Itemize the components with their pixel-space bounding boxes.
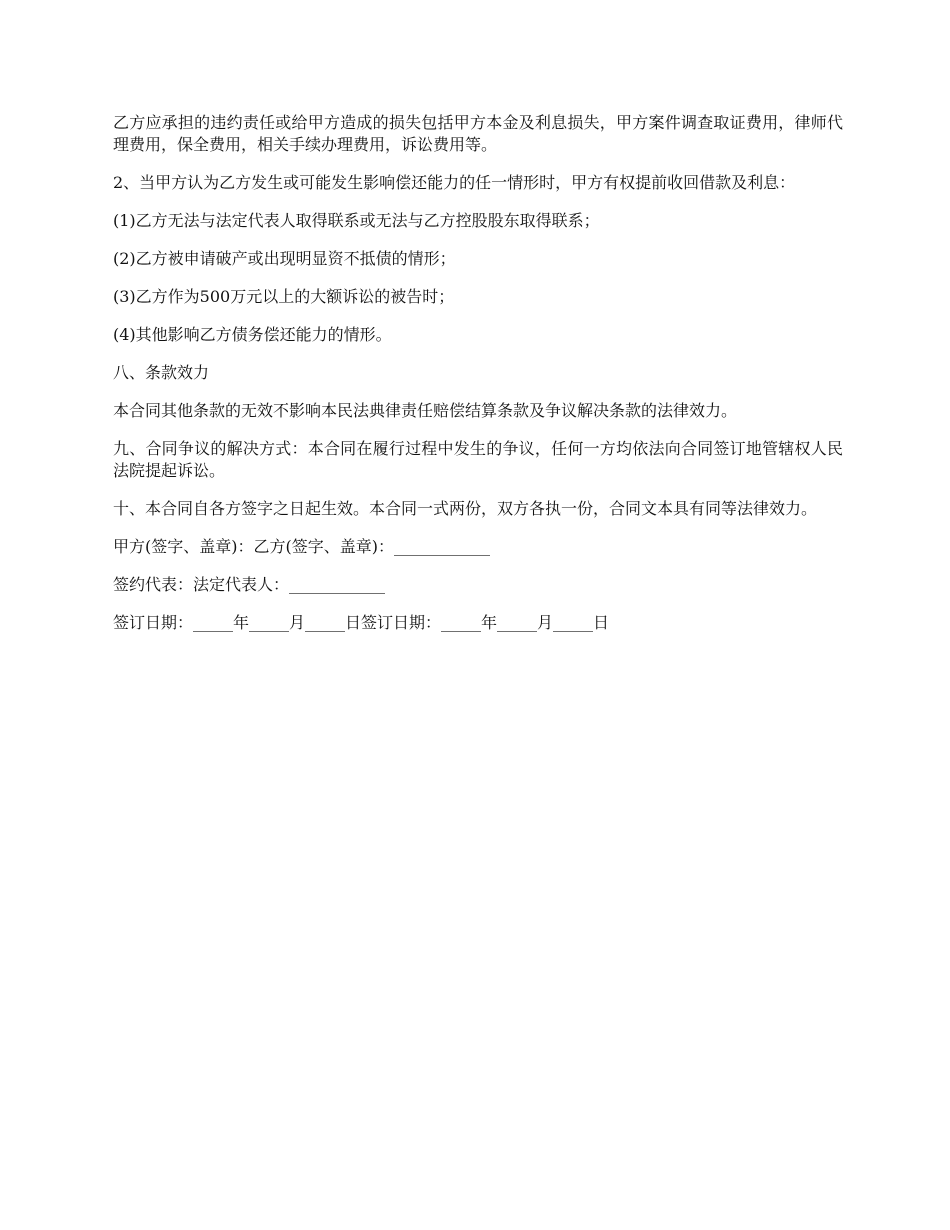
paragraph-condition-3: (3)乙方作为500万元以上的大额诉讼的被告时； [113,287,455,306]
signature-dates: 签订日期：_____年_____月_____日签订日期：_____年_____月_____日 [113,613,610,632]
paragraph-condition-1: (1)乙方无法与法定代表人取得联系或无法与乙方控股股东取得联系； [113,211,600,230]
paragraph-condition-2: (2)乙方被申请破产或出现明显资不抵债的情形； [113,249,456,268]
document-body [113,112,843,650]
paragraph-validity: 本合同其他条款的无效不影响本民法典律责任赔偿结算条款及争议解决条款的法律效力。 [113,401,738,420]
paragraph-early-recall: 2、当甲方认为乙方发生或可能发生影响偿还能力的任一情形时，甲方有权提前收回借款及利息： [113,173,796,192]
section-heading-validity: 八、条款效力 [113,363,210,382]
paragraph-dispute-resolution: 九、合同争议的解决方式：本合同在履行过程中发生的争议，任何一方均依法向合同签订地管辖权人民法院提起诉讼。 [113,439,843,480]
signature-representatives: 签约代表：法定代表人：____________ [113,575,386,594]
paragraph-condition-4: (4)其他影响乙方债务偿还能力的情形。 [113,325,392,344]
paragraph-liability: 乙方应承担的违约责任或给甲方造成的损失包括甲方本金及利息损失，甲方案件调查取证费用，律师代理费用，保全费用，相关手续办理费用，诉讼费用等。 [113,113,843,154]
signature-parties: 甲方(签字、盖章)：乙方(签字、盖章)：____________ [113,537,490,556]
paragraph-effectiveness: 十、本合同自各方签字之日起生效。本合同一式两份，双方各执一份，合同文本具有同等法律效力。 [113,499,818,518]
